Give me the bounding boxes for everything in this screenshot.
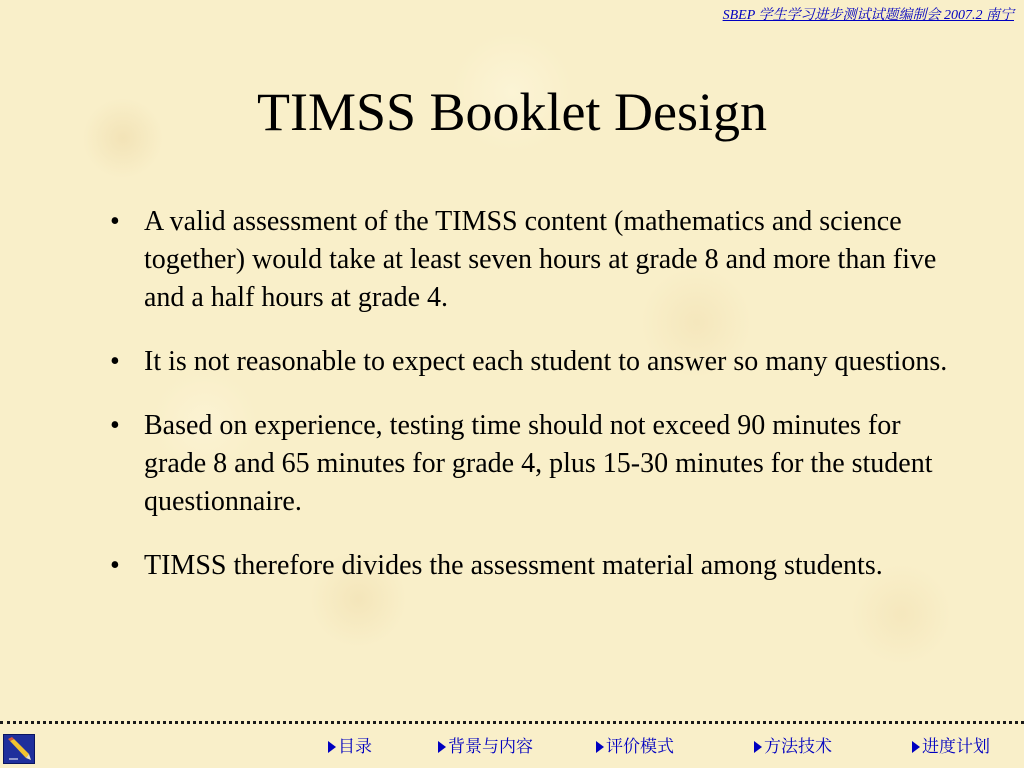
arrow-right-icon	[912, 741, 920, 753]
bullet-text: A valid assessment of the TIMSS content (mathematics and science together) would take at least seven hours at grade 8 and more than five and a half hours at grade 4.	[144, 206, 937, 313]
slide-title: TIMSS Booklet Design	[256, 82, 768, 142]
header-text: SBEP 学生学习进步测试试题编制会 2007.2 南宁	[722, 8, 1014, 23]
arrow-right-icon	[438, 741, 446, 753]
bullet-dot-icon	[104, 547, 144, 585]
footer-nav	[0, 732, 1024, 758]
bullet-list	[104, 203, 954, 611]
arrow-right-icon	[754, 741, 762, 753]
arrow-right-icon	[596, 741, 604, 753]
nav-link-background[interactable]	[438, 732, 533, 757]
arrow-right-icon	[328, 741, 336, 753]
nav-link-label: 评价模式	[606, 737, 674, 757]
bullet-text: Based on experience, testing time should not exceed 90 minutes for grade 8 and 65 minutes for grade 4, plus 15-30 minutes for the student questionnaire.	[144, 410, 933, 517]
bullet-item	[104, 407, 954, 521]
nav-link-contents[interactable]	[328, 732, 372, 757]
bullet-dot-icon	[104, 407, 144, 445]
nav-link-evaluation[interactable]	[596, 732, 674, 757]
bullet-text: It is not reasonable to expect each student to answer so many questions.	[144, 346, 948, 377]
bullet-text: TIMSS therefore divides the assessment material among students.	[144, 550, 883, 581]
nav-link-methods[interactable]	[754, 732, 832, 757]
nav-link-label: 背景与内容	[448, 737, 533, 757]
nav-link-label: 目录	[338, 737, 372, 757]
nav-link-schedule[interactable]	[912, 732, 990, 757]
nav-link-label: 进度计划	[922, 737, 990, 757]
bullet-item	[104, 343, 954, 381]
nav-link-label: 方法技术	[764, 737, 832, 757]
bullet-dot-icon	[104, 203, 144, 241]
footer-divider	[0, 721, 1024, 724]
bullet-item	[104, 547, 954, 585]
bullet-dot-icon	[104, 343, 144, 381]
bullet-item	[104, 203, 954, 317]
